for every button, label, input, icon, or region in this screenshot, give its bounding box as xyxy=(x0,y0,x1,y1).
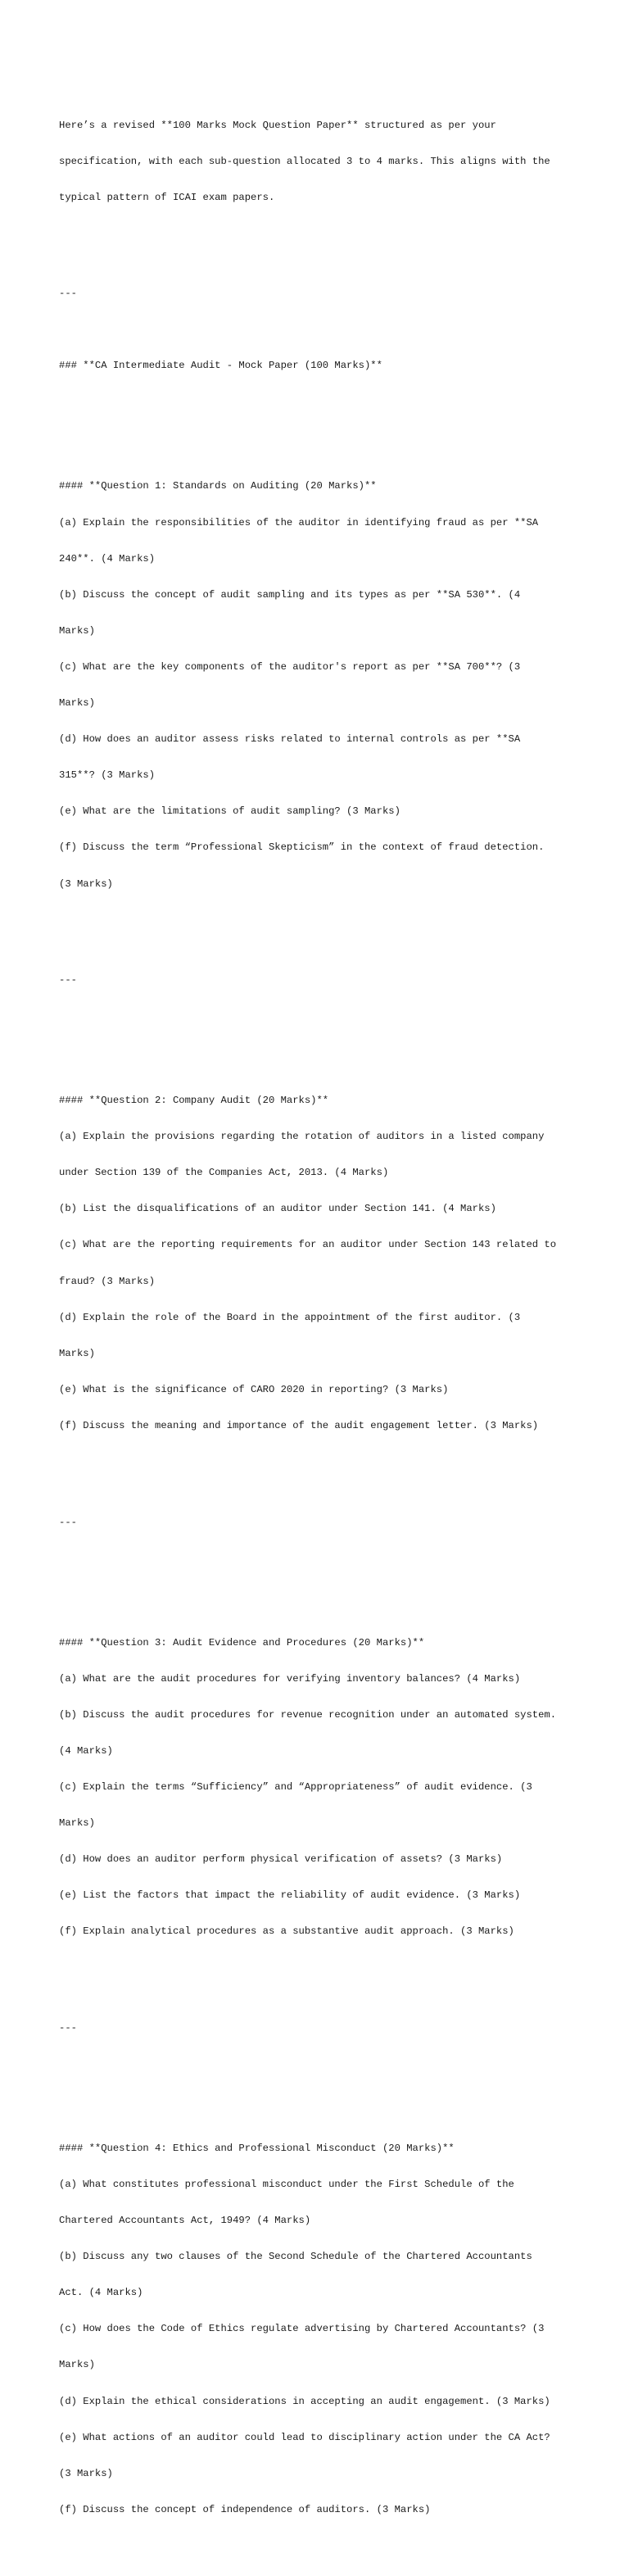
question-line: (d) How does an auditor assess risks related to internal controls as per **SA xyxy=(59,733,521,746)
question-line: (e) What actions of an auditor could lead to disciplinary action under the CA Act? xyxy=(59,2431,550,2443)
question-block-4 xyxy=(59,2118,583,2539)
paper-title: ### **CA Intermediate Audit - Mock Paper (100 Marks)** xyxy=(59,360,382,372)
question-line: Marks) xyxy=(59,2359,95,2371)
question-line: Chartered Accountants Act, 1949? (4 Marks) xyxy=(59,2215,311,2227)
question-line: (b) Discuss any two clauses of the Second Schedule of the Chartered Accountants xyxy=(59,2251,532,2263)
question-line: Marks) xyxy=(59,624,95,637)
question-line: (f) Discuss the concept of independence of auditors. (3 Marks) xyxy=(59,2503,431,2515)
separator: --- xyxy=(59,974,77,986)
intro-paragraph xyxy=(59,95,583,228)
question-line: (e) What is the significance of CARO 2020 in reporting? (3 Marks) xyxy=(59,1383,449,1395)
question-line: (b) Discuss the audit procedures for revenue recognition under an automated system. xyxy=(59,1708,557,1721)
question-line: (a) Explain the provisions regarding the rotation of auditors in a listed company xyxy=(59,1131,545,1143)
question-line: under Section 139 of the Companies Act, 2013. (4 Marks) xyxy=(59,1167,389,1179)
question-line: (f) Discuss the meaning and importance of the audit engagement letter. (3 Marks) xyxy=(59,1419,539,1431)
question-line: (a) What are the audit procedures for verifying inventory balances? (4 Marks) xyxy=(59,1672,521,1685)
separator: --- xyxy=(59,288,77,300)
question-block-2 xyxy=(59,1071,583,1456)
question-line: (a) What constitutes professional misconduct under the First Schedule of the xyxy=(59,2178,514,2190)
question-line: (a) Explain the responsibilities of the auditor in identifying fraud as per **SA xyxy=(59,516,539,528)
question-heading: #### **Question 2: Company Audit (20 Marks)** xyxy=(59,1095,329,1107)
question-line: (3 Marks) xyxy=(59,878,113,890)
question-line: (3 Marks) xyxy=(59,2467,113,2479)
question-line: fraud? (3 Marks) xyxy=(59,1275,156,1287)
question-line: (e) List the factors that impact the reliability of audit evidence. (3 Marks) xyxy=(59,1889,521,1902)
question-block-1 xyxy=(59,456,583,914)
question-line: (c) Explain the terms “Sufficiency” and “Appropriateness” of audit evidence. (3 xyxy=(59,1780,532,1793)
question-line: (e) What are the limitations of audit sampling? (3 Marks) xyxy=(59,805,400,818)
question-line: (c) How does the Code of Ethics regulate advertising by Chartered Accountants? (3 xyxy=(59,2323,545,2335)
intro-line: Here’s a revised **100 Marks Mock Question Paper** structured as per your xyxy=(59,119,496,131)
question-line: (4 Marks) xyxy=(59,1744,113,1757)
question-line: 315**? (3 Marks) xyxy=(59,769,156,782)
question-line: (f) Discuss the term “Professional Skepticism” in the context of fraud detection. xyxy=(59,841,545,854)
question-line: Marks) xyxy=(59,1347,95,1359)
question-line: Marks) xyxy=(59,1817,95,1830)
question-line: Marks) xyxy=(59,697,95,710)
question-line: (d) How does an auditor perform physical verification of assets? (3 Marks) xyxy=(59,1853,503,1866)
question-line: Act. (4 Marks) xyxy=(59,2287,143,2299)
document-body xyxy=(59,59,583,2576)
separator: --- xyxy=(59,1516,77,1528)
intro-line: typical pattern of ICAI exam papers. xyxy=(59,191,275,203)
question-heading: #### **Question 3: Audit Evidence and Procedures (20 Marks)** xyxy=(59,1636,425,1649)
question-line: (b) Discuss the concept of audit sampling and its types as per **SA 530**. (4 xyxy=(59,588,521,601)
question-line: (c) What are the reporting requirements for an auditor under Section 143 related to xyxy=(59,1239,557,1251)
question-heading: #### **Question 4: Ethics and Professional Misconduct (20 Marks)** xyxy=(59,2142,455,2154)
question-line: (b) List the disqualifications of an auditor under Section 141. (4 Marks) xyxy=(59,1203,496,1215)
question-line: (d) Explain the role of the Board in the appointment of the first auditor. (3 xyxy=(59,1311,521,1323)
question-line: (f) Explain analytical procedures as a substantive audit approach. (3 Marks) xyxy=(59,1925,514,1938)
separator: --- xyxy=(59,2021,77,2034)
question-line: (d) Explain the ethical considerations in accepting an audit engagement. (3 Marks) xyxy=(59,2395,550,2407)
question-line: (c) What are the key components of the auditor's report as per **SA 700**? (3 xyxy=(59,660,521,673)
intro-line: specification, with each sub-question allocated 3 to 4 marks. This aligns with the xyxy=(59,155,550,167)
question-line: 240**. (4 Marks) xyxy=(59,552,156,565)
question-block-3 xyxy=(59,1612,583,1961)
question-heading: #### **Question 1: Standards on Auditing (20 Marks)** xyxy=(59,480,377,492)
